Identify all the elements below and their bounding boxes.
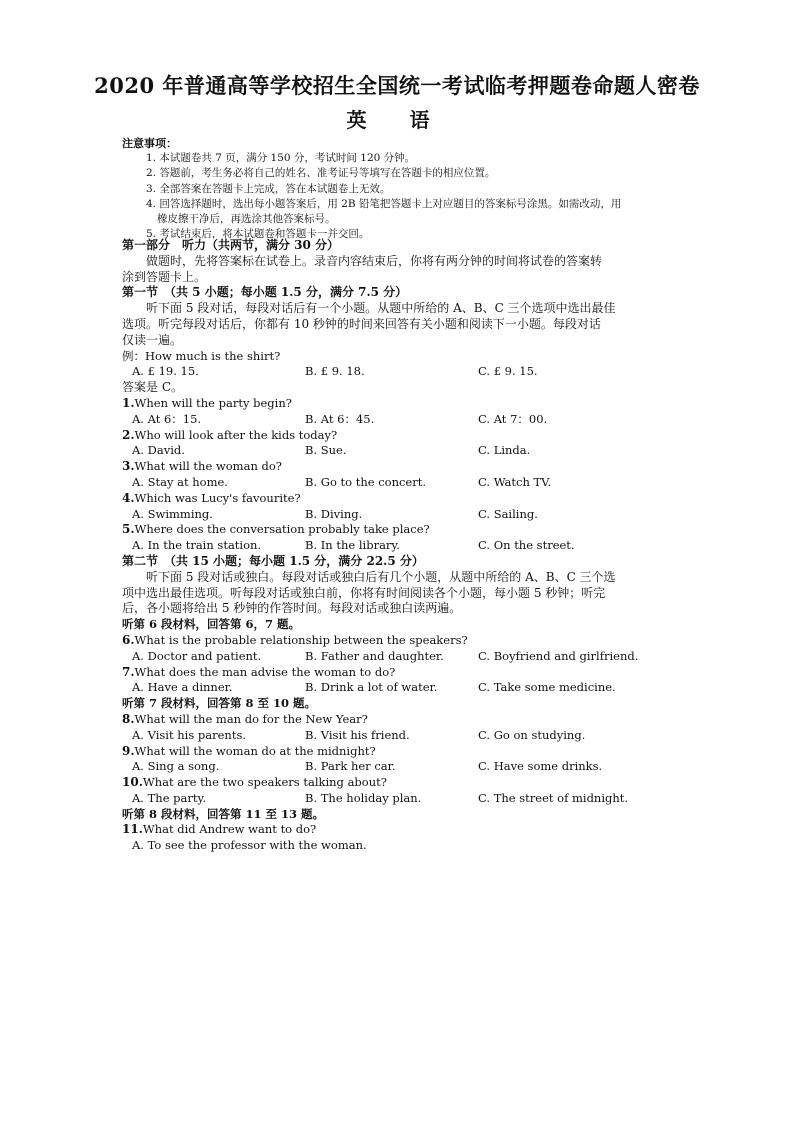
option-c: C. Take some medicine. bbox=[478, 680, 616, 695]
part1-heading: 第一部分 听力（共两节，满分 30 分） bbox=[122, 238, 340, 252]
option-b: B. £ 9. 18. bbox=[305, 364, 365, 379]
option-c: C. Go on studying. bbox=[478, 727, 586, 742]
question-text: Who will look after the kids today? bbox=[134, 427, 338, 442]
option-a: A. Sing a song. bbox=[132, 759, 220, 774]
note-item: 1. 本试题卷共 7 页，满分 150 分，考试时间 120 分钟。 bbox=[146, 152, 416, 165]
part1-intro-cont: 涂到答题卡上。 bbox=[122, 269, 207, 284]
question-9 bbox=[122, 744, 682, 760]
option-c: C. Watch TV. bbox=[478, 474, 552, 489]
options-7 bbox=[122, 680, 682, 696]
question-5 bbox=[122, 522, 682, 538]
question-6 bbox=[122, 633, 682, 649]
options-3 bbox=[122, 475, 682, 491]
option-b: B. Diving. bbox=[305, 506, 363, 521]
options-1 bbox=[122, 412, 682, 428]
part1-intro: 做题时，先将答案标在试卷上。录音内容结束后，你将有两分钟的时间将试卷的答案转 bbox=[146, 253, 603, 268]
question-2 bbox=[122, 428, 682, 444]
section2-heading: 第二节 （共 15 小题；每小题 1.5 分，满分 22.5 分） bbox=[122, 553, 424, 568]
question-number: 10. bbox=[122, 775, 143, 790]
option-a: A. At 6：15. bbox=[132, 411, 202, 426]
section1-intro-cont: 仅读一遍。 bbox=[122, 332, 183, 347]
option-b: B. Go to the concert. bbox=[305, 474, 427, 489]
option-c: C. £ 9. 15. bbox=[478, 364, 538, 379]
options-9 bbox=[122, 759, 682, 775]
question-number: 3. bbox=[122, 459, 135, 474]
group-heading-6: 听第 6 段材料，回答第 6，7 题。 bbox=[122, 617, 301, 632]
option-c: C. Linda. bbox=[478, 443, 531, 458]
note-item: 4. 回答选择题时，选出每小题答案后，用 2B 铅笔把答题卡上对应题目的答案标号涂黑。如需改动，用 bbox=[146, 197, 622, 210]
section2-intro-cont: 后，各小题将给出 5 秒钟的作答时间。每段对话或独白读两遍。 bbox=[122, 601, 462, 616]
note-item-continued: 橡皮擦干净后，再选涂其他答案标号。 bbox=[157, 213, 336, 226]
group-heading-7: 听第 7 段材料，回答第 8 至 10 题。 bbox=[122, 696, 317, 711]
example-question: 例：How much is the shirt? bbox=[122, 348, 281, 363]
option-c: C. At 7：00. bbox=[478, 411, 548, 426]
option-b: B. Drink a lot of water. bbox=[305, 680, 438, 695]
question-10 bbox=[122, 775, 682, 791]
options-5 bbox=[122, 538, 682, 554]
option-c: C. On the street. bbox=[478, 538, 575, 553]
listening-content bbox=[122, 238, 682, 854]
option-b: B. Father and daughter. bbox=[305, 648, 444, 663]
note-item: 5. 考试结束后，将本试题卷和答题卡一并交回。 bbox=[146, 228, 370, 241]
options-10 bbox=[122, 791, 682, 807]
question-3 bbox=[122, 459, 682, 475]
option-a: A. Have a dinner. bbox=[132, 680, 233, 695]
option-b: B. Park her car. bbox=[305, 759, 396, 774]
section2-intro-cont: 项中选出最佳选项。听每段对话或独白前，你将有时间阅读各个小题，每小题 5 秒钟；听完 bbox=[122, 585, 606, 600]
note-item: 3. 全部答案在答题卡上完成，答在本试题卷上无效。 bbox=[146, 182, 391, 195]
notes-block bbox=[122, 136, 682, 242]
option-b: B. Sue. bbox=[305, 443, 347, 458]
question-number: 1. bbox=[122, 395, 135, 410]
example-answer: 答案是 C。 bbox=[122, 380, 183, 395]
question-7 bbox=[122, 665, 682, 681]
option-a: A. Stay at home. bbox=[132, 474, 228, 489]
question-number: 5. bbox=[122, 522, 135, 537]
option-b: B. Visit his friend. bbox=[305, 727, 410, 742]
question-text: What will the woman do? bbox=[134, 459, 282, 474]
option-a: A. To see the professor with the woman. bbox=[132, 838, 367, 853]
option-a: A. Swimming. bbox=[132, 506, 213, 521]
question-text: What did Andrew want to do? bbox=[142, 822, 317, 837]
options-6 bbox=[122, 649, 682, 665]
question-number: 8. bbox=[122, 711, 135, 726]
question-text: What will the man do for the New Year? bbox=[134, 711, 368, 726]
question-1 bbox=[122, 396, 682, 412]
group-heading-8: 听第 8 段材料，回答第 11 至 13 题。 bbox=[122, 806, 325, 821]
options-8 bbox=[122, 728, 682, 744]
option-c: C. Sailing. bbox=[478, 506, 538, 521]
question-text: What are the two speakers talking about? bbox=[142, 775, 387, 790]
question-number: 11. bbox=[122, 822, 143, 837]
exam-title: 2020 年普通高等学校招生全国统一考试临考押题卷命题人密卷 bbox=[94, 73, 700, 98]
question-text: Which was Lucy's favourite? bbox=[134, 490, 301, 505]
question-11 bbox=[122, 822, 682, 838]
options-2 bbox=[122, 443, 682, 459]
question-8 bbox=[122, 712, 682, 728]
options-11 bbox=[122, 838, 682, 854]
option-c: C. Have some drinks. bbox=[478, 759, 603, 774]
option-c: C. The street of midnight. bbox=[478, 790, 629, 805]
option-a: A. The party. bbox=[132, 790, 207, 805]
section1-heading: 第一节 （共 5 小题；每小题 1.5 分，满分 7.5 分） bbox=[122, 285, 408, 300]
option-a: A. Doctor and patient. bbox=[132, 648, 262, 663]
option-b: B. At 6：45. bbox=[305, 411, 375, 426]
question-text: What will the woman do at the midnight? bbox=[134, 743, 376, 758]
question-4 bbox=[122, 491, 682, 507]
question-number: 7. bbox=[122, 664, 135, 679]
note-item: 2. 答题前，考生务必将自己的姓名、准考证号等填写在答题卡的相应位置。 bbox=[146, 167, 496, 180]
question-number: 2. bbox=[122, 427, 135, 442]
question-number: 4. bbox=[122, 490, 135, 505]
subject-title: 英 语 bbox=[346, 108, 448, 132]
option-b: B. The holiday plan. bbox=[305, 790, 422, 805]
notes-heading: 注意事项： bbox=[122, 137, 177, 150]
option-a: A. David. bbox=[132, 443, 185, 458]
question-text: Where does the conversation probably take place? bbox=[134, 522, 430, 537]
section1-intro-cont: 选项。听完每段对话后，你都有 10 秒钟的时间来回答有关小题和阅读下一小题。每段对话 bbox=[122, 316, 601, 331]
option-c: C. Boyfriend and girlfriend. bbox=[478, 648, 639, 663]
option-b: B. In the library. bbox=[305, 538, 401, 553]
question-number: 6. bbox=[122, 632, 135, 647]
question-text: What does the man advise the woman to do? bbox=[134, 664, 396, 679]
question-text: What is the probable relationship between the speakers? bbox=[134, 632, 468, 647]
option-a: A. Visit his parents. bbox=[132, 727, 247, 742]
option-a: A. In the train station. bbox=[132, 538, 262, 553]
example-options bbox=[122, 364, 682, 380]
section1-intro: 听下面 5 段对话，每段对话后有一个小题。从题中所给的 A、B、C 三个选项中选出最佳 bbox=[146, 301, 616, 316]
question-number: 9. bbox=[122, 743, 135, 758]
option-a: A. £ 19. 15. bbox=[132, 364, 199, 379]
options-4 bbox=[122, 507, 682, 523]
section2-intro: 听下面 5 段对话或独白。每段对话或独白后有几个小题，从题中所给的 A、B、C 三个选 bbox=[146, 569, 616, 584]
question-text: When will the party begin? bbox=[134, 395, 292, 410]
